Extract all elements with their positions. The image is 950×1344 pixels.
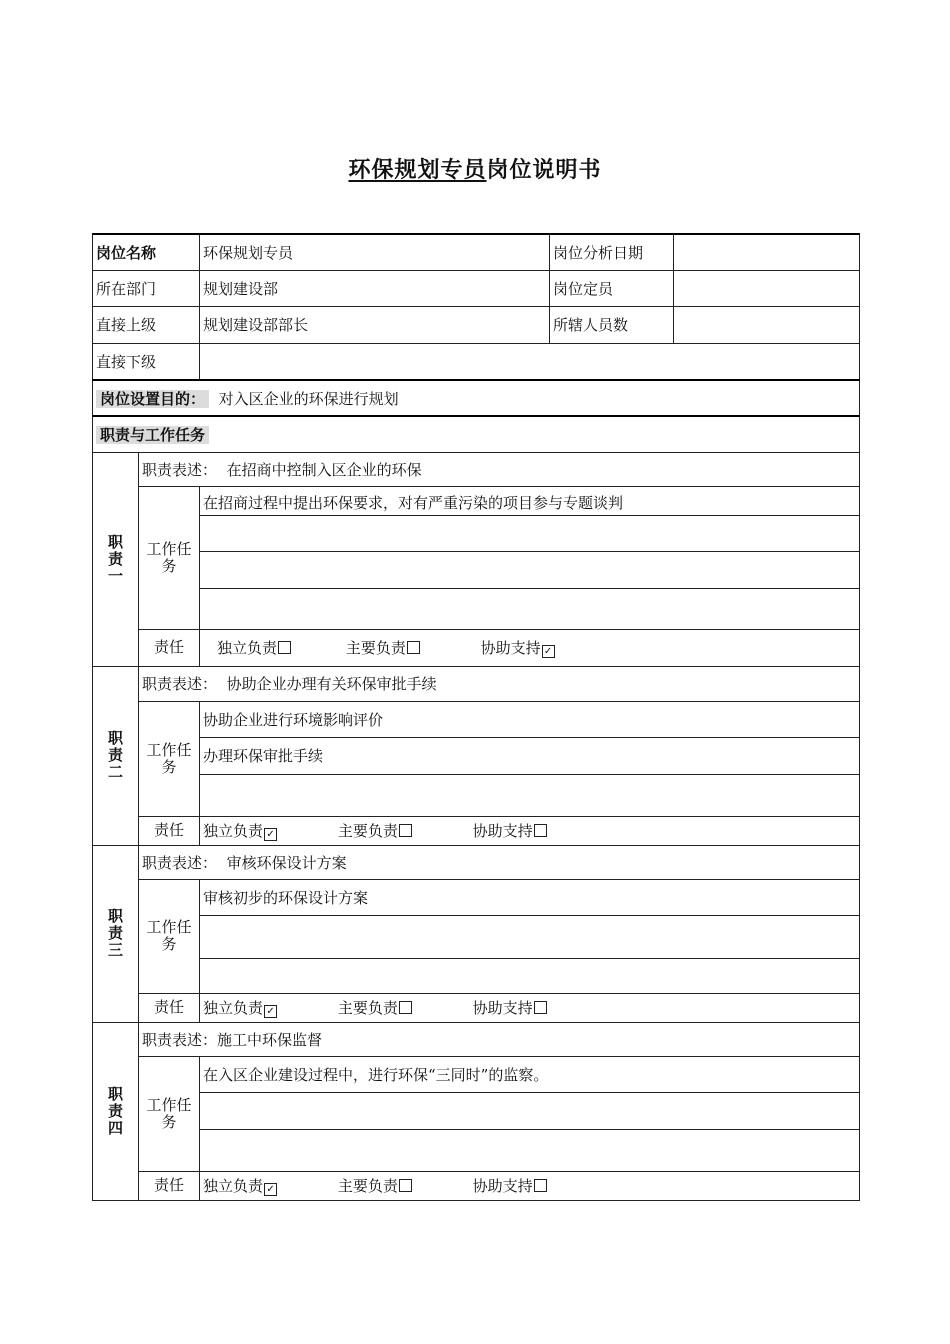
duty-2-task-1: 协助企业进行环境影响评价 [200, 701, 860, 737]
purpose-row [93, 380, 860, 416]
independent-checkbox[interactable]: ✓ [264, 828, 277, 841]
department-label: 所在部门 [93, 270, 200, 306]
main-checkbox[interactable] [399, 1179, 412, 1192]
position-name-value: 环保规划专员 [200, 234, 550, 270]
department-value: 规划建设部 [200, 270, 550, 306]
duty-1-task-1: 在招商过程中提出环保要求，对有严重污染的项目参与专题谈判 [200, 486, 860, 515]
analysis-date-label: 岗位分析日期 [550, 234, 674, 270]
duty-3-label: 职责三 [93, 845, 139, 1022]
purpose-text: 对入区企业的环保进行规划 [218, 389, 399, 408]
subordinate-label: 直接下级 [93, 343, 200, 380]
duty-2-description: 职责表述： 协助企业办理有关环保审批手续 [139, 666, 860, 701]
duty-1-task-3 [200, 551, 860, 588]
subordinates-count-value [674, 306, 860, 343]
duty-4-tasks-label: 工作任务 [139, 1056, 200, 1171]
duty-1-description: 职责表述： 在招商中控制入区企业的环保 [139, 452, 860, 486]
independent-checkbox[interactable]: ✓ [264, 1005, 277, 1018]
job-description-table [92, 233, 860, 1201]
superior-label: 直接上级 [93, 306, 200, 343]
subordinate-value [200, 343, 860, 380]
duties-heading: 职责与工作任务 [96, 426, 209, 444]
analysis-date-value [674, 234, 860, 270]
duty-2-tasks-label: 工作任务 [139, 701, 200, 816]
support-checkbox[interactable] [534, 1179, 547, 1192]
duty-4-resp-label: 责任 [139, 1171, 200, 1200]
duty-1-task-4 [200, 588, 860, 629]
independent-checkbox[interactable] [278, 641, 291, 654]
duty-4-responsibility: 独立负责 ✓ 主要负责 协助支持 [200, 1171, 860, 1200]
duty-2-label: 职责二 [93, 666, 139, 845]
duty-3-task-1: 审核初步的环保设计方案 [200, 879, 860, 915]
duty-4-label: 职责四 [93, 1022, 139, 1200]
headcount-value [674, 270, 860, 306]
main-checkbox[interactable] [407, 641, 420, 654]
duty-4-task-2 [200, 1092, 860, 1129]
page-title: 环保规划专员岗位说明书 [348, 157, 602, 183]
duty-4-task-3 [200, 1129, 860, 1171]
duty-1-responsibility: 独立负责 主要负责 协助支持 ✓ [200, 629, 860, 666]
duty-1-resp-label: 责任 [139, 629, 200, 666]
superior-value: 规划建设部部长 [200, 306, 550, 343]
duty-3-resp-label: 责任 [139, 993, 200, 1022]
duty-1-task-2 [200, 515, 860, 551]
duty-4-description: 职责表述：施工中环保监督 [139, 1022, 860, 1056]
support-checkbox[interactable]: ✓ [542, 645, 555, 658]
main-checkbox[interactable] [399, 824, 412, 837]
independent-checkbox[interactable]: ✓ [264, 1183, 277, 1196]
duty-2-resp-label: 责任 [139, 816, 200, 845]
duty-3-task-2 [200, 915, 860, 958]
headcount-label: 岗位定员 [550, 270, 674, 306]
support-checkbox[interactable] [534, 824, 547, 837]
duty-1-tasks-label: 工作任务 [139, 486, 200, 629]
duty-1-label: 职责一 [93, 452, 139, 666]
position-name-label: 岗位名称 [93, 234, 200, 270]
support-checkbox[interactable] [534, 1001, 547, 1014]
duty-2-task-2: 办理环保审批手续 [200, 737, 860, 774]
subordinates-count-label: 所辖人员数 [550, 306, 674, 343]
main-checkbox[interactable] [399, 1001, 412, 1014]
duties-heading-row [93, 416, 860, 452]
duty-4-task-1: 在入区企业建设过程中，进行环保“三同时”的监察。 [200, 1056, 860, 1092]
duty-2-task-3 [200, 774, 860, 816]
duty-2-responsibility: 独立负责 ✓ 主要负责 协助支持 [200, 816, 860, 845]
duty-3-responsibility: 独立负责 ✓ 主要负责 协助支持 [200, 993, 860, 1022]
duty-3-task-3 [200, 958, 860, 993]
duty-3-tasks-label: 工作任务 [139, 879, 200, 993]
purpose-label: 岗位设置目的： [96, 390, 209, 408]
duty-3-description: 职责表述： 审核环保设计方案 [139, 845, 860, 879]
